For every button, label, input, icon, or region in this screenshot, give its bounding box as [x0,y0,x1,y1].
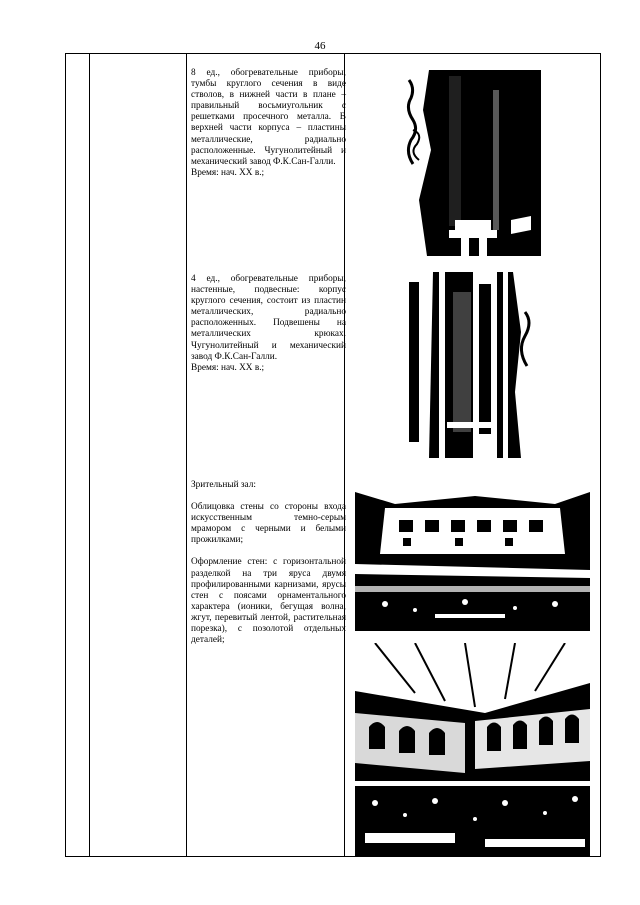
description-text: 4 ед., обогревательные приборы, настенные, подвесные: корпус круглого сечения, состоит из пластин металлических, радиально расположенных. Подвешены на металлических крюках. Чугунолитейный и механический завод Ф.К.Сан-Галли. [191,274,346,362]
date-text: Время: нач. XX в.; [191,362,265,373]
description-text: Облицовка стены со стороны входа искусственным темно-серым мрамором с черными и белыми прожилками; [191,502,346,546]
wall-heater-photo [403,272,544,458]
description-text: Оформление стен: с горизонтальной разделкой на три яруса двумя профилированными карнизами, ярусы стен с поясами орнаментального характера (ионики, бегущая волна, жгут, перевитый лентой, растительная порезка), с позолотой отдельных деталей; [191,557,346,646]
description-cell-1 [191,68,346,179]
description-cell-3 [191,480,346,646]
description-text: 8 ед., обогревательные приборы, тумбы круглого сечения в виде стволов, в нижней части в плане – правильный восьмиугольник с решетками просечного металла. В верхней части корпуса – пластины металлические, радиально расположенные. Чугунолитейный и механический завод Ф.К.Сан-Галли. [191,68,346,167]
auditorium-ceiling-photo [355,474,590,631]
page-number: 46 [314,40,326,52]
auditorium-wall-photo [355,643,590,857]
section-heading: Зрительный зал: [191,480,256,490]
heater-column-photo [401,70,541,256]
date-text: Время: нач. XX в.; [191,167,265,178]
description-cell-2 [191,274,346,374]
